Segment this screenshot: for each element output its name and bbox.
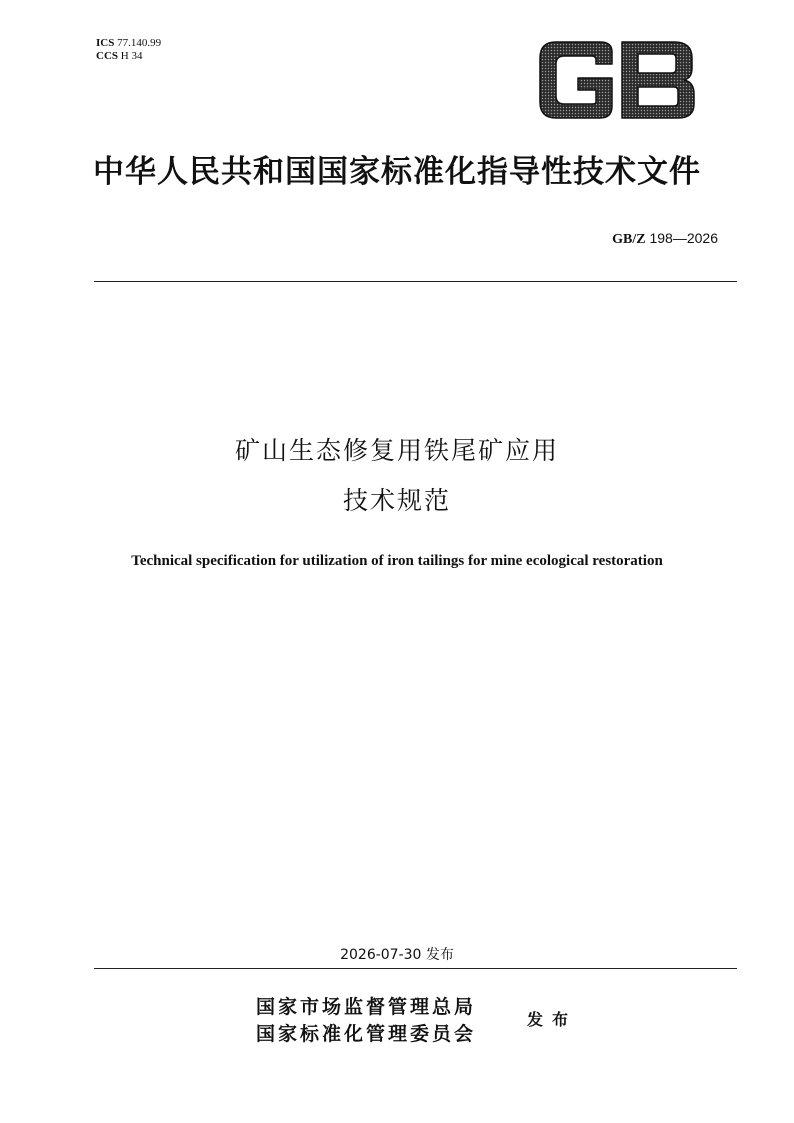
- standard-prefix: GB/Z: [612, 232, 646, 247]
- document-type-heading: 中华人民共和国国家标准化指导性技术文件: [93, 154, 701, 190]
- gb-logo: [538, 40, 698, 120]
- issue-date: 2026-07-30 发布: [340, 947, 454, 963]
- issuer-line-2: 国家标准化管理委员会: [256, 1023, 477, 1045]
- ics-label: ICS: [96, 37, 115, 49]
- title-en: Technical specification for utilization of iron tailings for mine ecological restoration: [131, 553, 663, 569]
- issuer-line-1: 国家市场监督管理总局: [256, 996, 477, 1018]
- standard-code: 198—2026: [649, 230, 718, 246]
- classification-codes: [96, 37, 161, 63]
- ics-value: 77.140.99: [117, 37, 162, 49]
- standard-number: [612, 229, 718, 249]
- ccs-label: CCS: [96, 50, 119, 62]
- title-zh-line-1: 矿山生态修复用铁尾矿应用: [234, 436, 559, 465]
- ccs-value: H 34: [120, 50, 143, 62]
- top-divider: [94, 281, 737, 282]
- publish-label: 发布: [527, 1010, 578, 1029]
- bottom-divider: [94, 968, 737, 969]
- title-zh-line-2: 技术规范: [342, 486, 451, 515]
